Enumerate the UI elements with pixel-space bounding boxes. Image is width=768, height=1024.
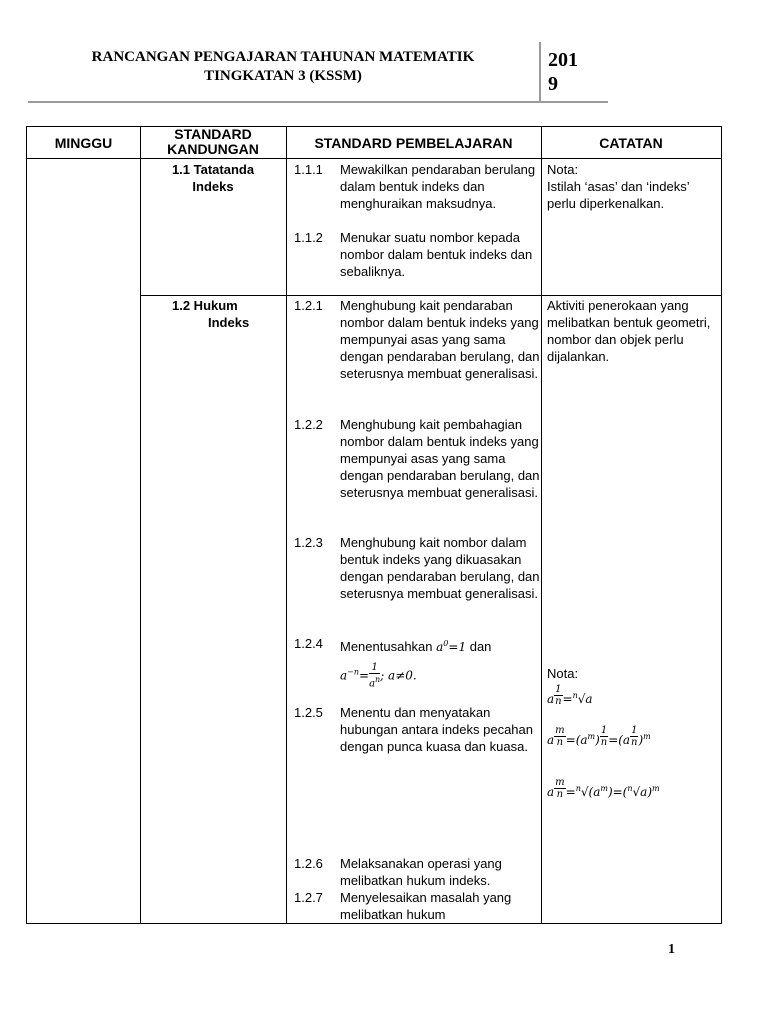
sp-number: 1.2.7 (294, 890, 323, 905)
header-sk-line1: STANDARD (174, 126, 252, 142)
title-line-2: TINGKATAN 3 (KSSM) (204, 68, 362, 84)
sp-text: Melaksanakan operasi yang melibatkan hukum indeks. (340, 856, 502, 888)
formula-fractional-root: a $^{\frac{1}{n}}$ =$^n$√a (547, 684, 593, 707)
sp-item-1-2-4 (294, 635, 534, 693)
sp-text: Menghubung kait pembahagian nombor dalam bentuk indeks yang mempunyai asas yang sama dengan pendaraban berulang, dan seterusnya membuat generalisasi. (340, 417, 540, 500)
col-divider (140, 127, 141, 923)
sp-number: 1.1.2 (294, 230, 323, 245)
row-divider (140, 295, 721, 296)
catatan-nota-text: Istilah ‘asas’ dan ‘indeks’ perlu diperkenalkan. (547, 179, 690, 211)
document-title (28, 48, 538, 86)
sp-number: 1.2.3 (294, 535, 323, 550)
sp-text: Menghubung kait nombor dalam bentuk indeks yang dikuasakan dengan pendaraban berulang, dan seterusnya membuat generalisasi. (340, 535, 540, 601)
header-standard-kandungan (140, 127, 286, 157)
sp-text: Menghubung kait pendaraban nombor dalam bentuk indeks yang mempunyai asas yang sama dengan pendaraban berulang, dan seterusnya membuat generalisasi. (340, 298, 540, 381)
header-row-divider (27, 158, 721, 159)
header-vertical-divider (539, 42, 541, 103)
sp-number: 1.2.1 (294, 298, 323, 313)
col-divider (541, 127, 542, 923)
formula-a0: $a^0=1$ (436, 639, 467, 654)
catatan-nota-label: Nota: (547, 162, 579, 177)
sk-1-2-line2: Indeks (208, 315, 250, 330)
sp-number: 1.2.2 (294, 417, 323, 432)
sp-text-dan: dan (469, 639, 492, 654)
catatan-nota-label-2: Nota: (547, 666, 579, 681)
sp-text: Mewakilkan pendaraban berulang dalam bentuk indeks dan menghuraikan maksudnya. (340, 162, 536, 211)
year-line-1: 201 (548, 49, 578, 71)
page-number: 1 (668, 942, 675, 957)
year-line-2: 9 (548, 73, 558, 95)
sk-1-2 (172, 297, 282, 331)
header-minggu: MINGGU (54, 135, 113, 151)
sp-number: 1.2.4 (294, 636, 323, 651)
sp-number: 1.1.1 (294, 162, 323, 177)
catatan-row2: Aktiviti penerokaan yang melibatkan bentuk geometri, nombor dan objek perlu dijalankan. (547, 298, 711, 364)
header-rule (28, 101, 608, 103)
sk-1-1 (140, 161, 286, 195)
plan-table (26, 126, 722, 924)
col-divider (286, 127, 287, 923)
formula-negative-index: $a^{-n}=$ $\frac{1}{a^n}$ ; a≠0. (340, 662, 417, 690)
sp-number: 1.2.5 (294, 705, 323, 720)
header-catatan: CATATAN (599, 135, 663, 151)
header-year (548, 48, 608, 96)
title-line-1: RANCANGAN PENGAJARAN TAHUNAN MATEMATIK (91, 49, 475, 65)
sp-text: Menukar suatu nombor kepada nombor dalam bentuk indeks dan sebaliknya. (340, 230, 533, 279)
sp-text-main: Menentusahkan (340, 639, 433, 654)
formula-m-over-n-power: a $^{\frac{m}{n}}$ $=(a^m)$ $^{\frac{1}{n}}$ =(a $^{\frac{1}{n}}$ )$^m$ (547, 725, 651, 748)
header-sk-line2: KANDUNGAN (167, 141, 259, 157)
sp-text: Menyelesaikan masalah yang melibatkan hukum (340, 890, 512, 922)
sp-number: 1.2.6 (294, 856, 323, 871)
sp-text: Menentu dan menyatakan hubungan antara indeks pecahan dengan punca kuasa dan kuasa. (340, 705, 533, 754)
catatan-row1 (547, 161, 717, 212)
formula-m-over-n-root: a $^{\frac{m}{n}}$ $=^n√(a^m)=(^n√a)^m$ (547, 777, 660, 800)
header-standard-pembelajaran: STANDARD PEMBELAJARAN (314, 135, 513, 151)
sk-1-1-line1: 1.1 Tatatanda (171, 162, 255, 177)
sk-1-2-line1: 1.2 Hukum (172, 298, 238, 313)
sp-text (340, 635, 540, 690)
sk-1-1-line2: Indeks (192, 179, 234, 194)
